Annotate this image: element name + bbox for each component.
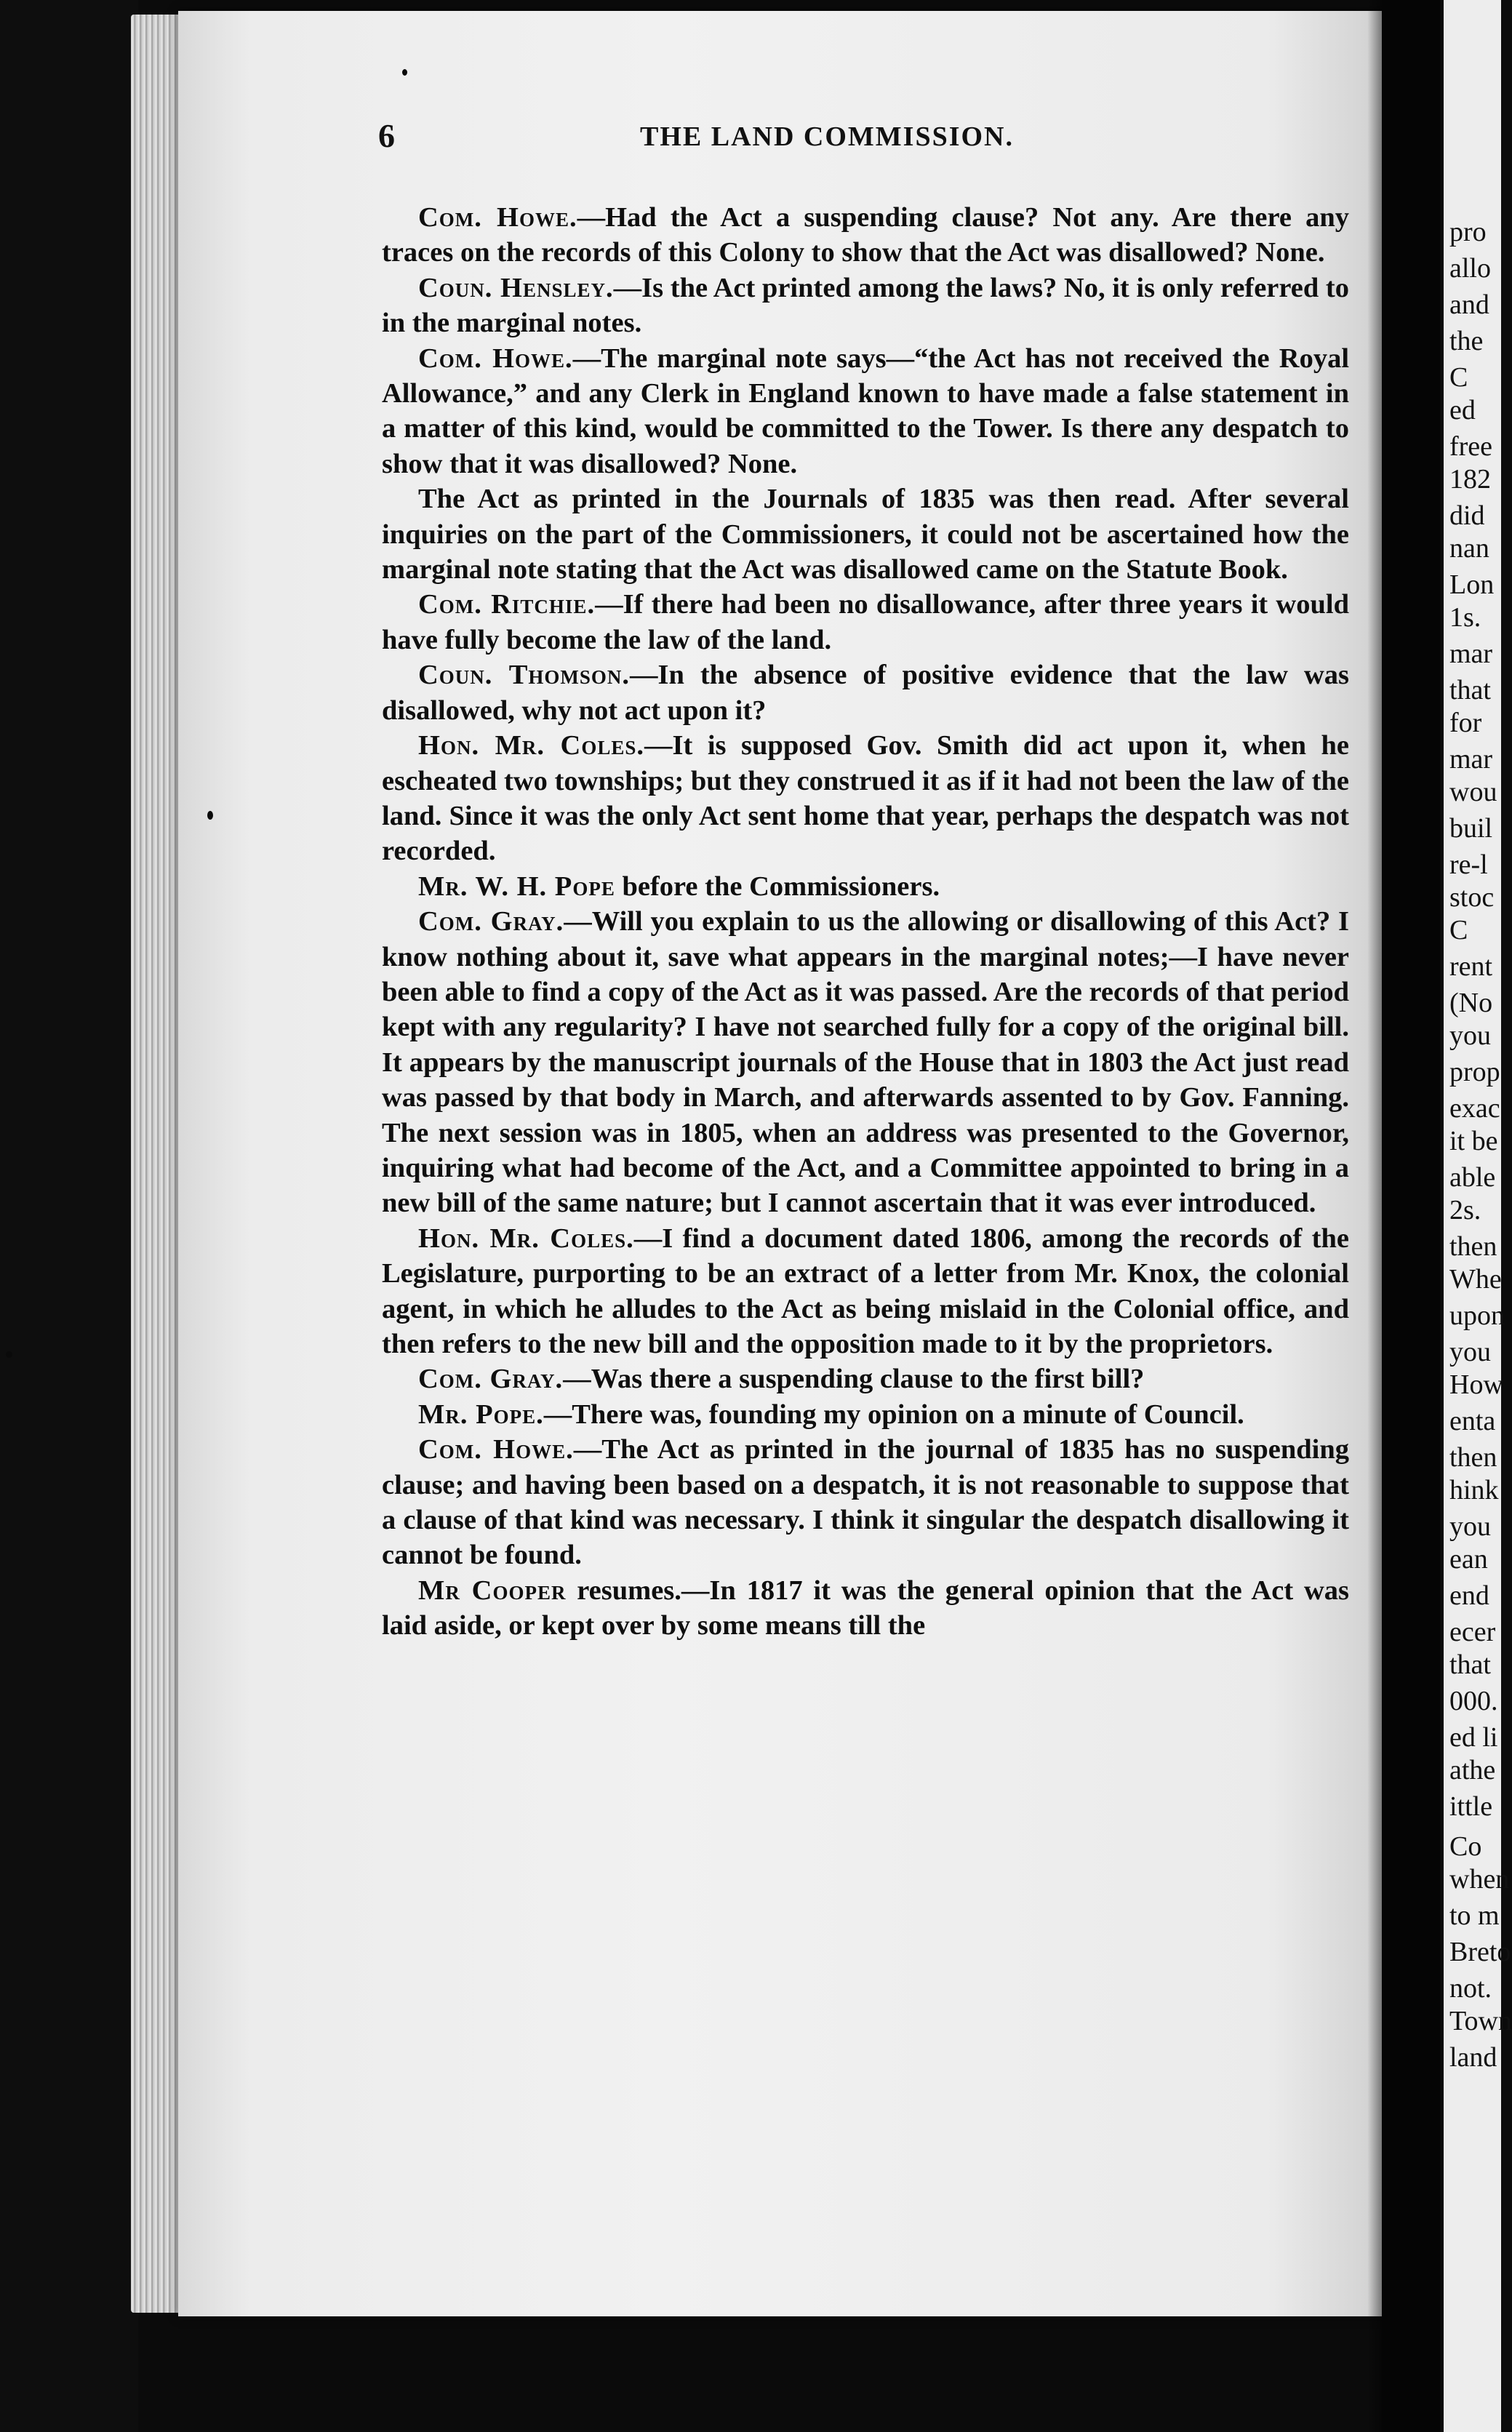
- text-paragraph: [382, 341, 1349, 482]
- facing-page-text-fragment: athe: [1449, 1755, 1496, 1785]
- facing-page-text-fragment: free: [1449, 431, 1493, 462]
- facing-page-text-fragment: wou: [1449, 777, 1497, 807]
- facing-page-text-fragment: Lon: [1449, 569, 1495, 600]
- facing-page-text-fragment: did: [1449, 500, 1485, 531]
- binding-shadow: [1382, 0, 1440, 2432]
- facing-page-text-fragment: for: [1449, 708, 1482, 738]
- facing-page-text-fragment: upon: [1449, 1300, 1505, 1331]
- facing-page-text-fragment: mar: [1449, 744, 1493, 775]
- facing-page-text-fragment: prop: [1449, 1057, 1500, 1087]
- paragraph-text: —There was, founding my opinion on a minute of Council.: [543, 1399, 1244, 1430]
- text-paragraph: [382, 1221, 1349, 1362]
- facing-page-text-fragment: C: [1449, 362, 1468, 393]
- text-paragraph: [382, 1432, 1349, 1573]
- facing-page-text-fragment: enta: [1449, 1406, 1496, 1436]
- facing-page-text-fragment: 182: [1449, 464, 1491, 495]
- speaker-name: Hon. Mr. Coles.: [418, 1223, 634, 1254]
- facing-page-text-fragment: the: [1449, 326, 1484, 356]
- paragraph-text: —I find a document dated 1806, among the records of the Legislature, purporting to be an extract of a letter from Mr. Knox, the colonial agent, in which he alludes to the Act as being mislaid in the Colonial office, and then refers to the new bill and the opposition made to it by the proprietors.: [382, 1223, 1349, 1359]
- paragraph-text: —Had the Act a suspending clause? Not any. Are there any traces on the records of this Colony to show that the Act was disallowed? None.: [382, 202, 1349, 268]
- facing-page-text-fragment: buil: [1449, 813, 1493, 844]
- facing-page-text-fragment: How: [1449, 1369, 1503, 1400]
- speaker-name: Com. Gray.: [418, 906, 564, 937]
- facing-page-text-fragment: Co: [1449, 1831, 1482, 1862]
- facing-page-text-fragment: that: [1449, 1649, 1491, 1680]
- facing-page-text-fragment: then: [1449, 1231, 1497, 1262]
- paragraph-text: —If there had been no disallowance, after three years it would have fully become the law of the land.: [382, 589, 1350, 655]
- facing-page-text-fragment: re-l: [1449, 849, 1488, 880]
- facing-page-text-fragment: able: [1449, 1162, 1496, 1193]
- paragraph-text: resumes.—In 1817 it was the general opinion that the Act was laid aside, or kept over by some means till the: [382, 1575, 1349, 1641]
- paragraph-text: —Will you explain to us the allowing or disallowing of this Act? I know nothing about it, save what appears in the marginal notes;—I have never been able to find a copy of the Act as it was passed. Are the records of that period kept with any regularity? I have not searched fully for a copy of the original bill. It appears by the manuscript journals of the House that in 1803 the Act just read was passed by that body in March, and afterwards assented to by Gov. Fanning. The next session was in 1805, when an address was presented to the Governor, inquiring what had become of the Act, and a Committee appointed to bring in a new bill of the same nature; but I cannot ascertain that it was ever introduced.: [382, 906, 1349, 1219]
- speaker-name: Com. Gray.: [418, 1364, 564, 1395]
- facing-page-text-fragment: stoc: [1449, 882, 1495, 913]
- facing-page-text-fragment: ed li: [1449, 1722, 1498, 1753]
- facing-page-text-fragment: rent: [1449, 951, 1493, 982]
- facing-page-text-fragment: to m: [1449, 1900, 1500, 1931]
- speaker-name: Coun. Thomson.: [418, 660, 630, 691]
- paragraph-text: before the Commissioners.: [615, 871, 940, 902]
- page-edges: [131, 15, 182, 2313]
- speaker-name: Com. Howe.: [418, 343, 573, 374]
- page-number: 6: [378, 117, 395, 154]
- facing-page-text-fragment: allo: [1449, 253, 1491, 284]
- speaker-name: Hon. Mr. Coles.: [418, 730, 645, 761]
- facing-page-text-fragment: then: [1449, 1442, 1497, 1473]
- facing-page-text-fragment: ecer: [1449, 1617, 1496, 1647]
- ink-speck: [6, 1351, 12, 1358]
- text-paragraph: [382, 657, 1349, 728]
- text-paragraph: [382, 904, 1349, 1221]
- paragraph-text: The Act as printed in the Journals of 1835 was then read. After several inquiries on the part of the Commissioners, it could not be ascertained how the marginal note stating that the Act was disallowed came on the Statute Book.: [382, 484, 1349, 585]
- paragraph-text: —It is supposed Gov. Smith did act upon it, when he escheated two townships; but they construed it as if it had not been the law of the land. Since it was the only Act sent home that year, perhaps the despatch was not recorded.: [382, 730, 1349, 867]
- speaker-name: Mr. Pope.: [418, 1399, 544, 1430]
- paragraph-text: —The Act as printed in the journal of 1835 has no suspending clause; and having been based on a despatch, it is not reasonable to suppose that a clause of that kind was necessary. I think it singular the despatch disallowing it cannot be found.: [382, 1434, 1349, 1571]
- facing-page-text-fragment: not.: [1449, 1973, 1492, 2004]
- facing-page-text-fragment: Whe: [1449, 1264, 1502, 1295]
- paragraph-text: —The marginal note says—“the Act has not received the Royal Allowance,” and any Clerk in England known to have made a false statement in a matter of this kind, would be committed to the Tower. Is there any despatch to show that it was disallowed? None.: [382, 343, 1350, 479]
- facing-page-text-fragment: ed: [1449, 395, 1476, 425]
- facing-page-text-fragment: end: [1449, 1580, 1489, 1611]
- facing-page-text-fragment: and: [1449, 289, 1489, 320]
- facing-page-text-fragment: it be: [1449, 1126, 1498, 1156]
- paragraph-text: —In the absence of positive evidence that the law was disallowed, why not act upon it?: [382, 660, 1349, 726]
- speaker-name: Mr. W. H. Pope: [418, 871, 615, 902]
- speaker-name: Com. Ritchie.: [418, 589, 596, 620]
- speaker-name: Com. Howe.: [418, 1434, 574, 1465]
- text-paragraph: [382, 1397, 1349, 1432]
- facing-page-text-fragment: that: [1449, 675, 1491, 705]
- text-paragraph: [382, 271, 1349, 341]
- facing-page-text-fragment: C: [1449, 915, 1468, 945]
- facing-page-text-fragment: nan: [1449, 533, 1489, 564]
- facing-page-text-fragment: (No: [1449, 988, 1493, 1018]
- facing-page-text-fragment: when: [1449, 1864, 1510, 1895]
- text-paragraph: [382, 481, 1349, 587]
- running-title: THE LAND COMMISSION.: [640, 121, 1014, 152]
- paragraph-text: —Was there a suspending clause to the first bill?: [563, 1364, 1145, 1395]
- text-paragraph: [382, 1573, 1349, 1644]
- speaker-name: Mr Cooper: [418, 1575, 567, 1606]
- text-paragraph: [382, 587, 1349, 657]
- text-paragraph: [382, 728, 1349, 869]
- facing-page-fragment: [1444, 0, 1512, 2432]
- facing-page-text-fragment: mar: [1449, 639, 1493, 669]
- facing-page-text-fragment: exac: [1449, 1093, 1500, 1124]
- text-paragraph: [382, 869, 1349, 904]
- facing-page-text-fragment: hink: [1449, 1475, 1499, 1505]
- facing-page-text-fragment: 2s.: [1449, 1195, 1481, 1225]
- facing-page-text-fragment: Breto: [1449, 1937, 1511, 1967]
- speaker-name: Com. Howe.: [418, 202, 577, 233]
- page-body-text: [382, 200, 1349, 1644]
- facing-page-text-fragment: 1s.: [1449, 602, 1481, 633]
- facing-page-text-fragment: ean: [1449, 1544, 1488, 1575]
- facing-page-text-fragment: pro: [1449, 217, 1487, 247]
- facing-page-text-fragment: you: [1449, 1337, 1491, 1367]
- scan-background-left: [0, 0, 138, 2432]
- ink-speck: [402, 69, 407, 76]
- facing-page-text-fragment: land: [1449, 2042, 1497, 2073]
- facing-page-text-fragment: ittle: [1449, 1791, 1493, 1822]
- page-header: [378, 116, 1367, 160]
- facing-page-text-fragment: you: [1449, 1511, 1491, 1542]
- text-paragraph: [382, 1361, 1349, 1396]
- paragraph-text: —Is the Act printed among the laws? No, it is only referred to in the marginal notes.: [382, 272, 1349, 339]
- facing-page-text-fragment: 000.: [1449, 1686, 1498, 1716]
- ink-speck: [207, 811, 213, 820]
- speaker-name: Coun. Hensley.: [418, 272, 614, 303]
- facing-page-text-fragment: Town: [1449, 2006, 1512, 2036]
- text-paragraph: [382, 200, 1349, 271]
- facing-page-text-fragment: you: [1449, 1020, 1491, 1051]
